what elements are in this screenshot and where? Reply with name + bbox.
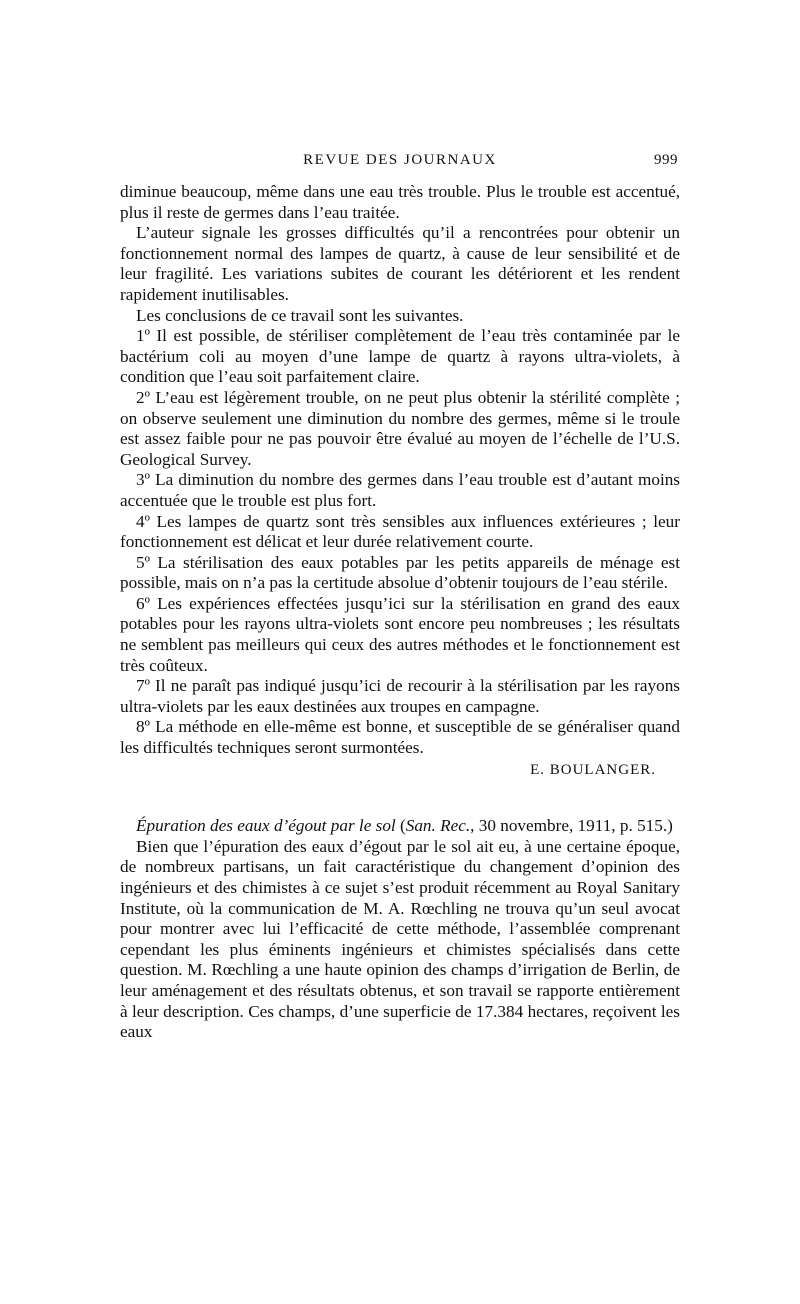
conclusion-5: 5º La stérilisation des eaux potables par les petits appareils de ménage est possible, mais on n’a pas la certitude absolue d’obtenir toujours de l’eau stérile.: [120, 552, 680, 593]
section-gap: [120, 780, 680, 816]
article-body: Bien que l’épuration des eaux d’égout par le sol ait eu, à une certaine époque, de nombreux partisans, un fait caractéristique du changement d’opinion des ingénieurs et des chimistes à ce sujet s’est produit récemment au Royal Sanitary Institute, où la communication de M. A. Rœchling ne trouva qu’un seul avocat pour montrer avec lui l’efficacité de cette méthode, l’assemblée comprenant cependant les plus éminents ingénieurs et chimistes spécialisés dans cette question. M. Rœchling a une haute opinion des champs d’irrigation de Berlin, de leur aménagement et des résultats obtenus, et son travail se rapporte entièrement à leur description. Ces champs, d’une superficie de 17.384 hectares, reçoivent les eaux: [120, 836, 680, 1042]
running-header: [120, 150, 680, 174]
article-epuration: [120, 816, 680, 1043]
article-title: Épuration des eaux d’égout par le sol: [136, 816, 396, 836]
journal-name: San. Rec.: [405, 816, 471, 836]
conclusion-3: 3º La diminution du nombre des germes dans l’eau trouble est d’autant moins accentuée que le trouble est plus fort.: [120, 470, 680, 510]
conclusion-2: 2º L’eau est légèrement trouble, on ne peut plus obtenir la stérilité complète ; on observe seulement une diminution du nombre des germes, même si le troule est assez faible pour ne pas pouvoir être évalué au moyen de l’échelle de l’U.S. Geological Survey.: [120, 387, 680, 469]
author-signature: E. BOULANGER.: [530, 761, 656, 778]
conclusion-7: 7º Il ne paraît pas indiqué jusqu’ici de recourir à la stérilisation par les rayons ultra-violets par les eaux destinées aux troupes en campagne.: [120, 676, 680, 716]
paragraph-3: Les conclusions de ce travail sont les suivantes.: [136, 305, 464, 325]
journal-page: [120, 150, 680, 1043]
conclusion-6: 6º Les expériences effectées jusqu’ici sur la stérilisation en grand des eaux potables pour les rayons ultra-violets sont encore peu nombreuses ; les résultats ne semblent pas meilleurs qui ceux des autres méthodes et le fonctionnement est très coûteux.: [120, 593, 680, 675]
conclusion-4: 4º Les lampes de quartz sont très sensibles aux influences extérieures ; leur fonctionnement est délicat et leur durée relativement courte.: [120, 511, 680, 552]
paragraph-1: diminue beaucoup, même dans une eau très trouble. Plus le trouble est accentué, plus il reste de germes dans l’eau traitée.: [120, 182, 680, 222]
ref-details: , 30 novembre, 1911, p. 515.): [470, 816, 673, 836]
page-number: 999: [654, 152, 678, 168]
paragraph-2: L’auteur signale les grosses difficultés qu’il a rencontrées pour obtenir un fonctionnement normal des lampes de quartz, à cause de leur sensibilité et de leur fragilité. Les variations subites de courant les détériorent et les rendent rapidement inutilisables.: [120, 223, 680, 304]
running-title: REVUE DES JOURNAUX: [303, 152, 497, 168]
article-reference: [120, 816, 680, 837]
article-boulanger: [120, 182, 680, 780]
conclusion-8: 8º La méthode en elle-même est bonne, et susceptible de se généraliser quand les difficultés techniques seront surmontées.: [120, 717, 680, 758]
ref-open: (: [395, 816, 406, 836]
conclusion-1: 1º Il est possible, de stériliser complètement de l’eau très contaminée par le bactérium coli au moyen d’une lampe de quartz à rayons ultra-violets, à condition que l’eau soit parfaitement claire.: [120, 326, 680, 387]
